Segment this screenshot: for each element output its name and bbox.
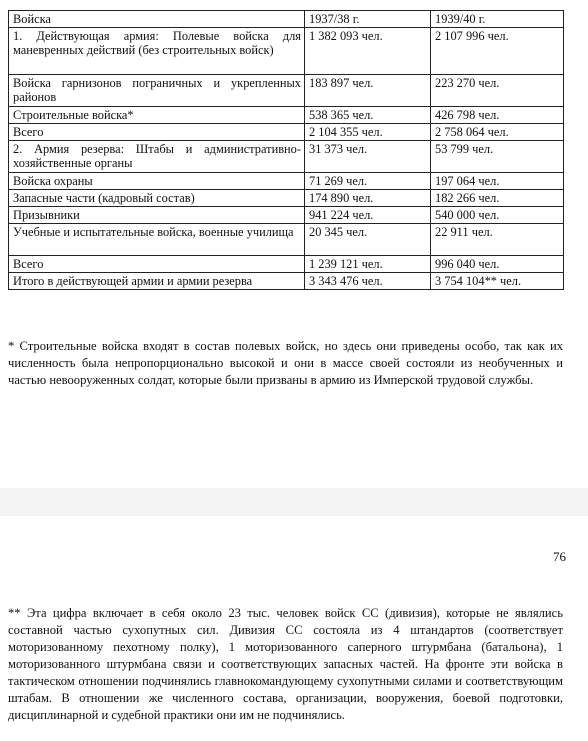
row-value-1937: 538 365 чел.	[305, 107, 431, 124]
row-value-1937: 31 373 чел.	[305, 141, 431, 173]
table-row	[9, 173, 564, 190]
row-value-1939: 540 000 чел.	[431, 207, 564, 224]
troops-table	[8, 10, 564, 290]
header-1937: 1937/38 г.	[305, 11, 431, 28]
table-row	[9, 75, 564, 107]
table-row	[9, 28, 564, 75]
footnote-construction-troops: * Строительные войска входят в состав полевых войск, но здесь они приведены особо, так как их численность была непропорционально высокой и они в массе своей состояли из необученных и частью невооруженных солдат, которые были призваны в армию из Имперской трудовой службы.	[8, 339, 563, 387]
table-row	[9, 190, 564, 207]
row-value-1937: 3 343 476 чел.	[305, 273, 431, 290]
row-label: Войска гарнизонов пограничных и укрепленных районов	[9, 75, 305, 107]
row-value-1939: 426 798 чел.	[431, 107, 564, 124]
row-value-1937: 2 104 355 чел.	[305, 124, 431, 141]
header-troops: Войска	[9, 11, 305, 28]
footnote-ss-troops: ** Эта цифра включает в себя около 23 тыс. человек войск СС (дивизия), которые не являлись составной частью сухопутных сил. Дивизия СС состояла из 4 штандартов (соответствует моторизованному пехотному полку), 1 моторизованного саперного штурмбана (батальона), 1 моторизованного штурмбана связи и соответствующих запасных частей. На фронте эти войска в тактическом отношении подчинялись главнокомандующему сухопутными силами и соответствующим штабам. В отношении же численного состава, организации, вооружения, боевой подготовки, дисциплинарной и судебной практики они им не подчинялись.	[8, 606, 563, 722]
row-label: 1. Действующая армия: Полевые войска для маневренных действий (без строительных войск)	[9, 28, 305, 75]
row-label: Строительные войска*	[9, 107, 305, 124]
row-value-1937: 1 382 093 чел.	[305, 28, 431, 75]
table-row	[9, 107, 564, 124]
row-label: Всего	[9, 256, 305, 273]
row-value-1937: 174 890 чел.	[305, 190, 431, 207]
row-value-1937: 941 224 чел.	[305, 207, 431, 224]
row-value-1939: 53 799 чел.	[431, 141, 564, 173]
table-row	[9, 207, 564, 224]
table-row	[9, 256, 564, 273]
row-value-1939: 223 270 чел.	[431, 75, 564, 107]
row-label: Войска охраны	[9, 173, 305, 190]
row-value-1937: 1 239 121 чел.	[305, 256, 431, 273]
row-label: Запасные части (кадровый состав)	[9, 190, 305, 207]
row-value-1939: 2 758 064 чел.	[431, 124, 564, 141]
row-label: 2. Армия резерва: Штабы и административно-хозяйственные органы	[9, 141, 305, 173]
row-label: Призывники	[9, 207, 305, 224]
table-row	[9, 273, 564, 290]
row-value-1939: 182 266 чел.	[431, 190, 564, 207]
row-label: Всего	[9, 124, 305, 141]
row-label: Итого в действующей армии и армии резерва	[9, 273, 305, 290]
header-1939: 1939/40 г.	[431, 11, 564, 28]
table-row	[9, 124, 564, 141]
row-value-1939: 197 064 чел.	[431, 173, 564, 190]
row-label: Учебные и испытательные войска, военные училища	[9, 224, 305, 256]
row-value-1939: 2 107 996 чел.	[431, 28, 564, 75]
page-break-gap	[0, 488, 588, 516]
page-number: 76	[553, 549, 566, 564]
table-row	[9, 224, 564, 256]
row-value-1939: 996 040 чел.	[431, 256, 564, 273]
row-value-1937: 183 897 чел.	[305, 75, 431, 107]
row-value-1939: 22 911 чел.	[431, 224, 564, 256]
row-value-1937: 71 269 чел.	[305, 173, 431, 190]
table-header-row	[9, 11, 564, 28]
table-row	[9, 141, 564, 173]
row-value-1939: 3 754 104** чел.	[431, 273, 564, 290]
row-value-1937: 20 345 чел.	[305, 224, 431, 256]
